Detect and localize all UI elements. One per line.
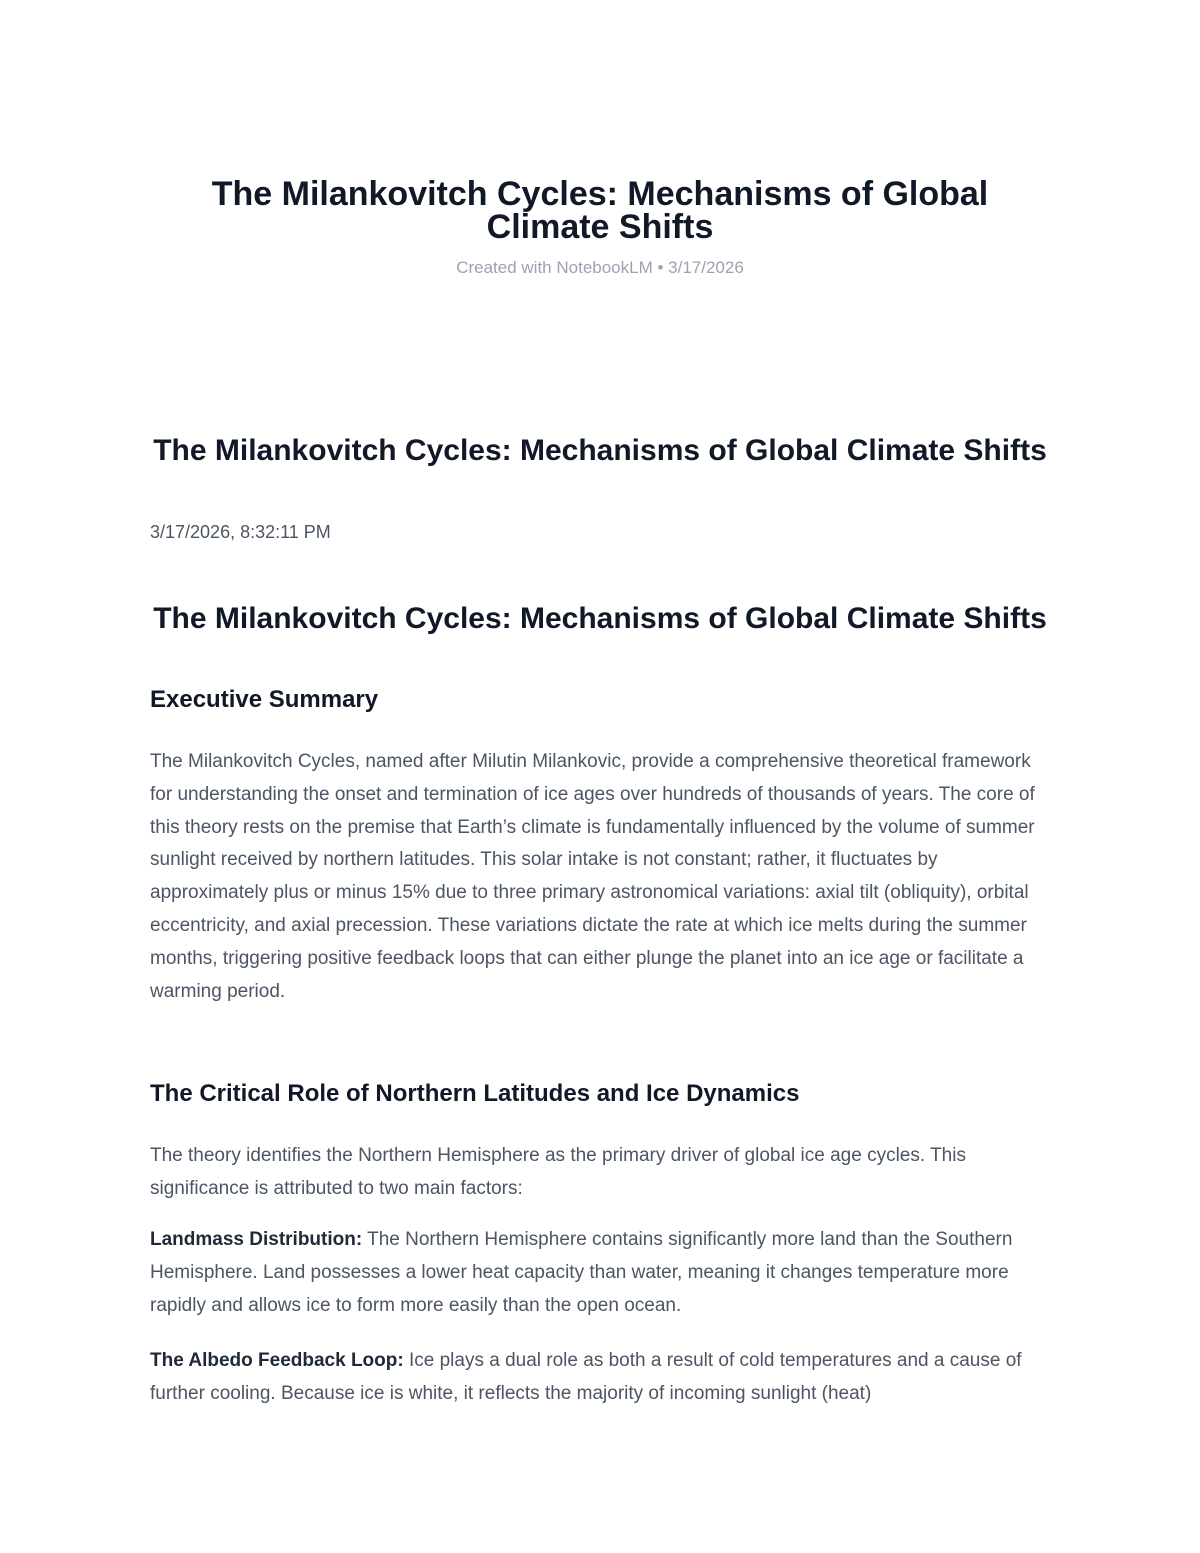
northern-latitudes-intro: The theory identifies the Northern Hemisphere as the primary driver of global ice age cycles. This significance is attributed to two main factors:	[150, 1145, 966, 1199]
cover-title: The Milankovitch Cycles: Mechanisms of Global Climate Shifts	[211, 175, 989, 246]
document-title: The Milankovitch Cycles: Mechanisms of Global Climate Shifts	[153, 434, 1047, 467]
executive-summary-heading: Executive Summary	[150, 686, 379, 713]
cover-meta: Created with NotebookLM • 3/17/2026	[456, 258, 744, 277]
report-title: The Milankovitch Cycles: Mechanisms of Global Climate Shifts	[153, 602, 1047, 635]
document-timestamp: 3/17/2026, 8:32:11 PM	[150, 522, 331, 542]
albedo-feedback-term: The Albedo Feedback Loop:	[150, 1350, 404, 1371]
landmass-distribution-item	[150, 1224, 1055, 1322]
executive-summary-paragraph: The Milankovitch Cycles, named after Milutin Milankovic, provide a comprehensive theoretical framework for understanding the onset and termination of ice ages over hundreds of thousands of years. The core of this theory rests on the premise that Earth’s climate is fundamentally influenced by the volume of summer sunlight received by northern latitudes. This solar intake is not constant; rather, it fluctuates by approximately plus or minus 15% due to three primary astronomical variations: axial tilt (obliquity), orbital eccentricity, and axial precession. These variations dictate the rate at which ice melts during the summer months, triggering positive feedback loops that can either plunge the planet into an ice age or facilitate a warming period.	[150, 751, 1035, 1002]
landmass-distribution-term: Landmass Distribution:	[150, 1229, 363, 1250]
albedo-feedback-item	[150, 1345, 1055, 1411]
landmass-distribution-text: The Northern Hemisphere contains significantly more land than the Southern Hemisphere. Land possesses a lower heat capacity than water, meaning it changes temperature more rapidly and allows ice to form more easily than the open ocean.	[150, 1229, 1013, 1316]
albedo-feedback-text: Ice plays a dual role as both a result of cold temperatures and a cause of further cooling. Because ice is white, it reflects the majority of incoming sunlight (heat)	[150, 1350, 1022, 1404]
northern-latitudes-heading: The Critical Role of Northern Latitudes and Ice Dynamics	[150, 1080, 800, 1107]
